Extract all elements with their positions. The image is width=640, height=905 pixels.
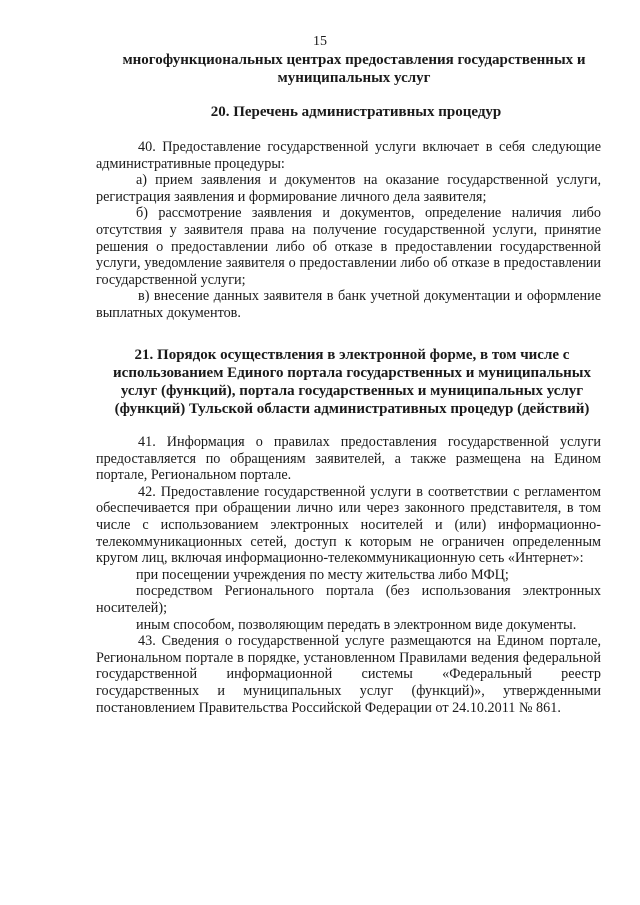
access-item-1: при посещении учреждения по месту жительства либо МФЦ;	[136, 566, 509, 583]
section-21-title-line: 21. Порядок осуществления в электронной форме, в том числе с	[134, 347, 570, 363]
item-b: б) рассмотрение заявления и документов, определение наличия либо отсутствия у заявителя права на получение государственной услуги, принятие решения о предоставлении либо об отказе в предоставлении государственной услуги, уведомление заявителя о предоставлении либо об отказе в предоставлении государственной услуги;	[96, 205, 601, 288]
paragraph-41: 41. Информация о правилах предоставления государственной услуги предоставляется по обращениям заявителей, а также размещена на Едином портале, Региональном портале.	[96, 434, 601, 484]
section-21-title	[96, 346, 608, 418]
section-21-title-line: использованием Единого портала государственных и муниципальных	[113, 365, 591, 381]
section-20-title: 20. Перечень административных процедур	[210, 104, 502, 120]
access-item-3: иным способом, позволяющим передать в электронном виде документы.	[136, 616, 577, 633]
running-head-line: многофункциональных центрах предоставления государственных и	[122, 52, 586, 68]
paragraph-43: 43. Сведения о государственной услуге размещаются на Едином портале, Региональном портале в порядке, установленном Правилами ведения федеральной государственной информационной системы «Федеральный реестр государственных и муниципальных услуг (функций)», утвержденными постановлением Правительства Российской Федерации от 24.10.2011 № 861.	[96, 633, 601, 716]
section-21-body	[96, 434, 601, 716]
section-21-title-line: услуг (функций), портала государственных и муниципальных услуг	[120, 383, 584, 399]
running-head-line: муниципальных услуг	[277, 70, 431, 86]
section-21-title-line: (функций) Тульской области административных процедур (действий)	[114, 401, 590, 417]
paragraph-42: 42. Предоставление государственной услуги в соответствии с регламентом обеспечивается при обращении лично или через законного представителя, в том числе с использованием электронных носителей и (или) информационно-телекоммуникационных сетей, доступ к которым не ограничен определенным кругом лиц, включая информационно-телекоммуникационную сеть «Интернет»:	[96, 483, 601, 567]
section-20-body	[96, 139, 601, 322]
access-item-2: посредством Регионального портала (без использования электронных носителей);	[96, 583, 601, 616]
item-a: а) прием заявления и документов на оказание государственной услуги, регистрация заявления и формирование личного дела заявителя;	[96, 172, 601, 205]
running-head	[98, 51, 610, 87]
paragraph-40: 40. Предоставление государственной услуги включает в себя следующие административные процедуры:	[96, 139, 601, 172]
item-v: в) внесение данных заявителя в банк учетной документации и оформление выплатных документов.	[96, 288, 601, 321]
page-number: 15	[313, 34, 327, 49]
